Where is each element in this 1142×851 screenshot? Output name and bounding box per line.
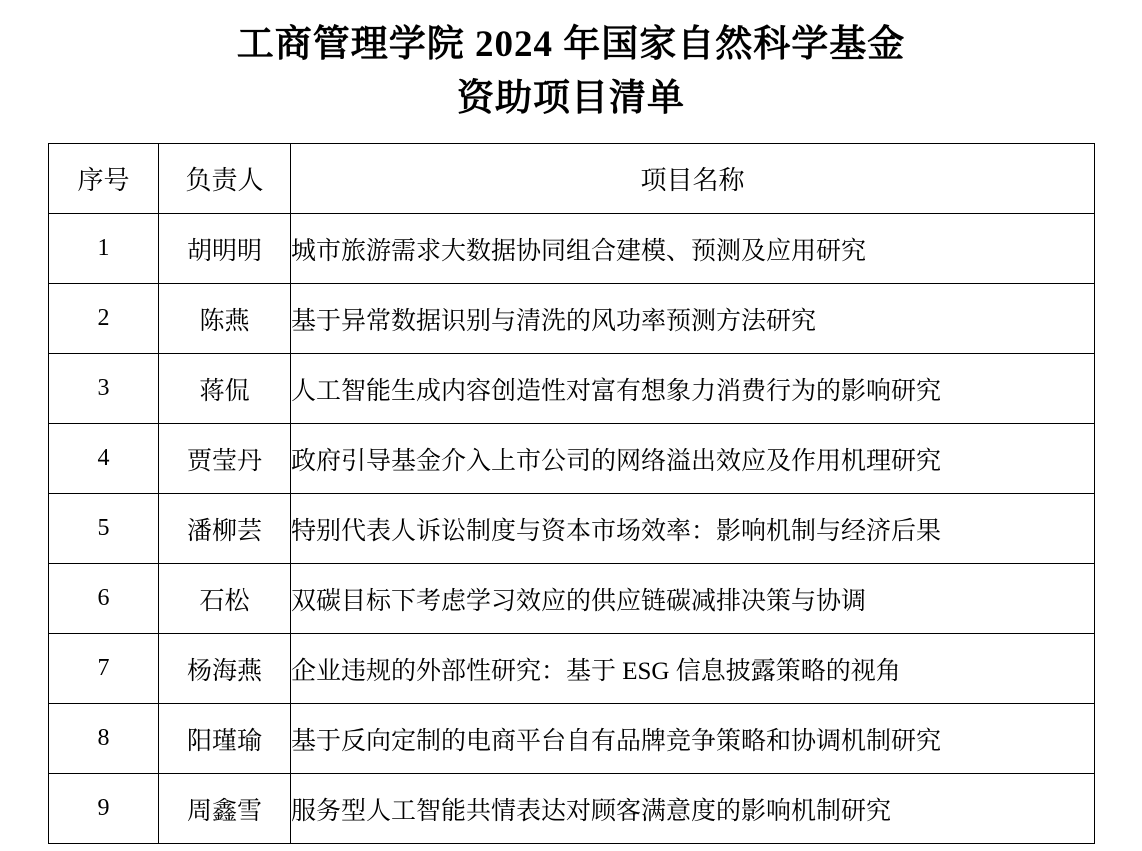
cell-project: 企业违规的外部性研究：基于 ESG 信息披露策略的视角	[291, 634, 1095, 704]
table-row	[49, 564, 1095, 634]
page-title-line-2: 资助项目清单	[457, 77, 685, 119]
cell-no: 3	[49, 354, 159, 424]
cell-person: 杨海燕	[159, 634, 291, 704]
cell-no: 6	[49, 564, 159, 634]
table-row	[49, 774, 1095, 844]
cell-person: 陈燕	[159, 284, 291, 354]
table-row	[49, 634, 1095, 704]
table-header-row	[49, 144, 1095, 214]
cell-project: 基于异常数据识别与清洗的风功率预测方法研究	[291, 284, 1095, 354]
cell-project: 特别代表人诉讼制度与资本市场效率：影响机制与经济后果	[291, 494, 1095, 564]
table-row	[49, 704, 1095, 774]
cell-project: 基于反向定制的电商平台自有品牌竞争策略和协调机制研究	[291, 704, 1095, 774]
table-row	[49, 284, 1095, 354]
cell-project: 政府引导基金介入上市公司的网络溢出效应及作用机理研究	[291, 424, 1095, 494]
cell-person: 蒋侃	[159, 354, 291, 424]
cell-person: 周鑫雪	[159, 774, 291, 844]
column-header-project: 项目名称	[291, 144, 1095, 214]
cell-person: 贾莹丹	[159, 424, 291, 494]
table-row	[49, 424, 1095, 494]
cell-person: 潘柳芸	[159, 494, 291, 564]
cell-no: 5	[49, 494, 159, 564]
cell-no: 4	[49, 424, 159, 494]
cell-no: 2	[49, 284, 159, 354]
cell-project: 双碳目标下考虑学习效应的供应链碳减排决策与协调	[291, 564, 1095, 634]
cell-no: 9	[49, 774, 159, 844]
table-row	[49, 214, 1095, 284]
cell-person: 胡明明	[159, 214, 291, 284]
cell-project: 城市旅游需求大数据协同组合建模、预测及应用研究	[291, 214, 1095, 284]
column-header-person: 负责人	[159, 144, 291, 214]
page-title-line-1: 工商管理学院 2024 年国家自然科学基金	[236, 24, 906, 65]
cell-person: 石松	[159, 564, 291, 634]
grant-projects-table	[48, 143, 1095, 844]
cell-person: 阳瑾瑜	[159, 704, 291, 774]
cell-no: 8	[49, 704, 159, 774]
cell-project: 人工智能生成内容创造性对富有想象力消费行为的影响研究	[291, 354, 1095, 424]
table-row	[49, 354, 1095, 424]
column-header-no: 序号	[49, 144, 159, 214]
cell-no: 1	[49, 214, 159, 284]
table-row	[49, 494, 1095, 564]
cell-no: 7	[49, 634, 159, 704]
cell-project: 服务型人工智能共情表达对顾客满意度的影响机制研究	[291, 774, 1095, 844]
page-title	[156, 18, 986, 125]
